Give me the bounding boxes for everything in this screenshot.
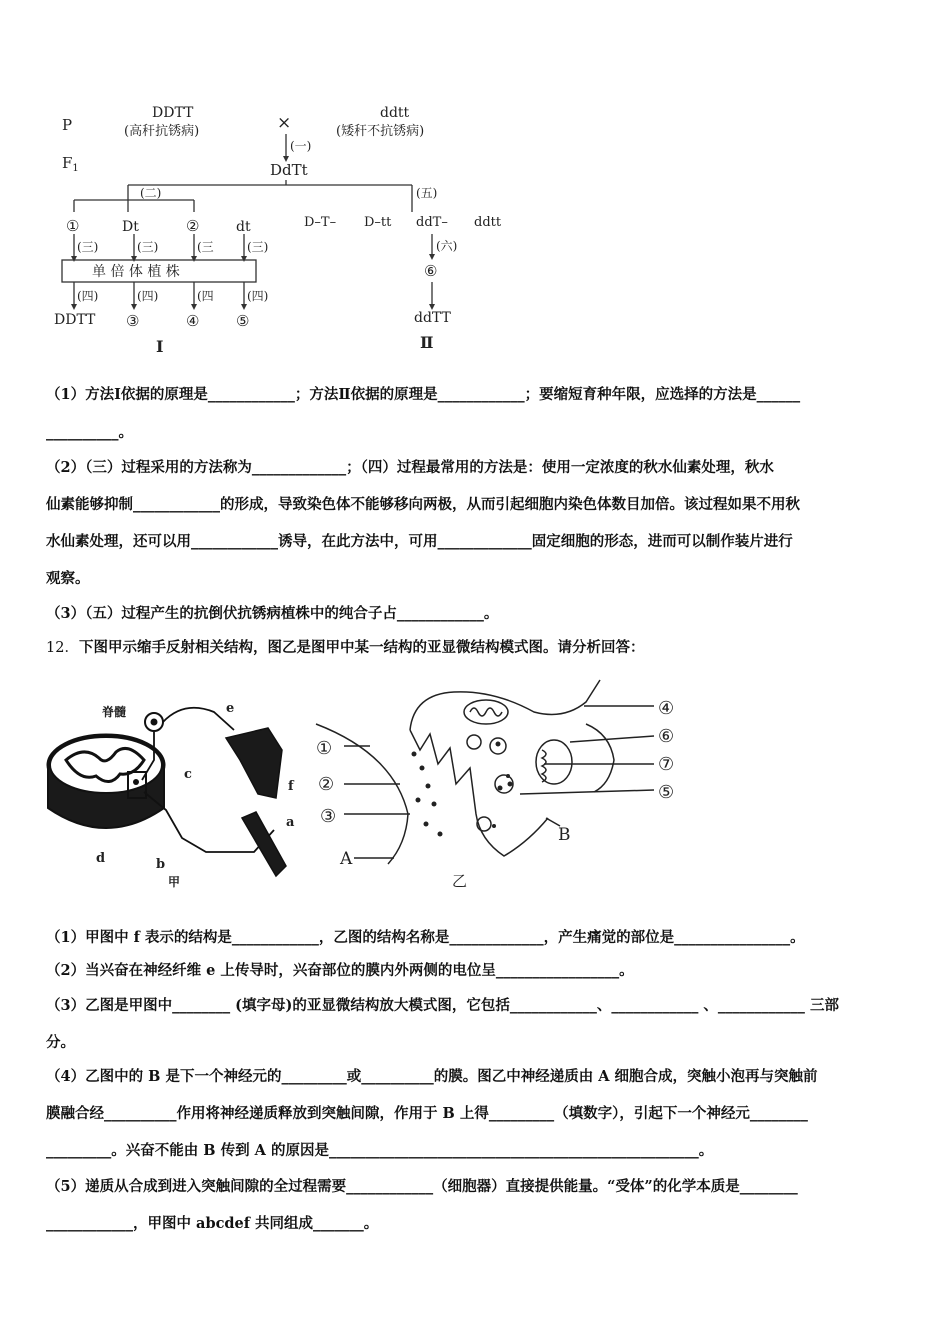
circle-label-1: ① [316,738,333,759]
circle-label-7: ⑦ [658,754,675,775]
haploid-box-label: 单 倍 体 植 株 [92,264,180,280]
q12-line-6: 膜融合经__________作用将神经递质释放到突触间隙，作用于 B 上得_________（填数字），引起下一个神经元________ [46,1105,808,1122]
step-label-4b: (四) [137,289,159,303]
q11-line-3: （2）（三）过程采用的方法称为_____________；（四）过程最常用的方法是：使用一定浓度的秋水仙素处理，秋水 [46,459,774,476]
result-4: ④ [186,312,200,330]
step-label-2: (二) [140,186,162,200]
result-ddtt: DDTT [54,312,96,328]
letter-e: e [226,701,235,716]
method-label-ii: Ⅱ [420,333,434,352]
step-label-4a: (四) [77,289,99,303]
caption-yi: 乙 [452,872,468,890]
step-label-4d: (四) [247,289,269,303]
spinal-cord-cross-section [48,735,164,828]
spinal-label: 脊髓 [102,705,127,719]
step-label-6: (六) [436,239,458,253]
branch2-genotype-1: D–T– [304,215,337,230]
q12-line-2: （2）当兴奋在神经纤维 e 上传导时，兴奋部位的膜内外两侧的电位呈_________________。 [46,962,634,979]
result-5: ⑤ [236,312,250,330]
q12-line-5: （4）乙图中的 B 是下一个神经元的_________或__________的膜。图乙中神经递质由 A 细胞合成，突触小泡再与突触前 [46,1068,818,1085]
q12-stem [46,638,908,658]
q11-line-7: （3）（五）过程产生的抗倒伏抗锈病植株中的纯合子占____________。 [46,605,499,622]
q12-stem-text: 下图甲示缩手反射相关结构，图乙是图甲中某一结构的亚显微结构模式图。请分析回答： [78,639,645,656]
q11-line-6: 观察。 [46,570,90,587]
label-b-cell: B [558,825,571,845]
q11-line-1: （1）方法Ⅰ依据的原理是____________；方法Ⅱ依据的原理是____________；要缩短育种年限，应选择的方法是______ [46,386,801,403]
row-label-p: P [62,116,73,134]
parent1-phenotype: (高秆抗锈病) [124,124,200,139]
q12-line-4: 分。 [46,1034,75,1051]
step-label-4c: (四 [197,289,214,303]
q12-line-7: _________。兴奋不能由 B 传到 A 的原因是___________________________________________________。 [46,1142,714,1159]
step-label-1: (一) [290,139,312,153]
gamete-dt-lower: dt [236,219,251,235]
letter-b: b [156,857,166,872]
reflex-arc-figure [44,690,314,895]
result-ddTT: ddTT [414,310,451,326]
parent2-genotype: ddtt [380,105,410,121]
circle-label-5: ⑤ [658,782,675,803]
circle-6: ⑥ [424,262,438,280]
result-3: ③ [126,312,140,330]
letter-c: c [184,767,192,782]
letter-d: d [96,851,106,866]
circle-label-3: ③ [320,806,337,827]
synapse-figure [314,664,694,894]
circle-label-4: ④ [658,698,675,719]
circle-label-6: ⑥ [658,726,675,747]
step-label-5: (五) [416,186,438,200]
step-label-3b: (三) [137,240,159,254]
gamete-2: ② [186,217,200,235]
q12-line-9: ____________，甲图中 abcdef 共同组成_______。 [46,1215,379,1232]
q12-number: 12． [46,640,79,656]
q12-line-3: （3）乙图是甲图中________ (填字母)的亚显微结构放大模式图，它包括____________、____________ 、____________ 三部 [46,997,839,1014]
parent2-phenotype: (矮秆不抗锈病) [336,124,425,139]
q11-line-2: __________。 [46,424,133,441]
step-label-3a: (三) [77,240,99,254]
gamete-1: ① [66,217,80,235]
f1-genotype: DdTt [270,161,308,179]
letter-a: a [286,815,295,830]
label-a-cell: A [340,849,353,869]
q11-line-5: 水仙素处理，还可以用____________诱导，在此方法中，可用_____________固定细胞的形态，进而可以制作装片进行 [46,533,793,550]
gamete-dt-upper: Dt [122,219,139,235]
q12-line-1: （1）甲图中 f 表示的结构是____________，乙图的结构名称是_____________，产生痛觉的部位是________________。 [46,929,805,946]
q12-line-8: （5）递质从合成到进入突触间隙的全过程需要____________（细胞器）直接提供能量。“受体”的化学本质是________ [46,1178,798,1195]
breeding-diagram [40,100,540,365]
q11-line-4: 仙素能够抑制____________的形成，导致染色体不能够移向两极，从而引起细胞内染色体数目加倍。该过程如果不用秋 [46,496,800,513]
letter-f: f [288,779,294,794]
branch2-genotype-3: ddT– [416,215,448,230]
row-label-f1: $F_1$ [62,154,79,174]
circle-label-2: ② [318,774,335,795]
method-label-i: I [156,337,164,356]
parent1-genotype: DDTT [152,105,194,121]
cross-symbol: × [277,113,292,133]
step-label-3d: (三) [247,240,269,254]
branch2-genotype-2: D–tt [364,215,392,230]
caption-jia: 甲 [168,875,181,889]
branch2-genotype-4: ddtt [474,215,502,230]
step-label-3c: (三 [197,240,214,254]
